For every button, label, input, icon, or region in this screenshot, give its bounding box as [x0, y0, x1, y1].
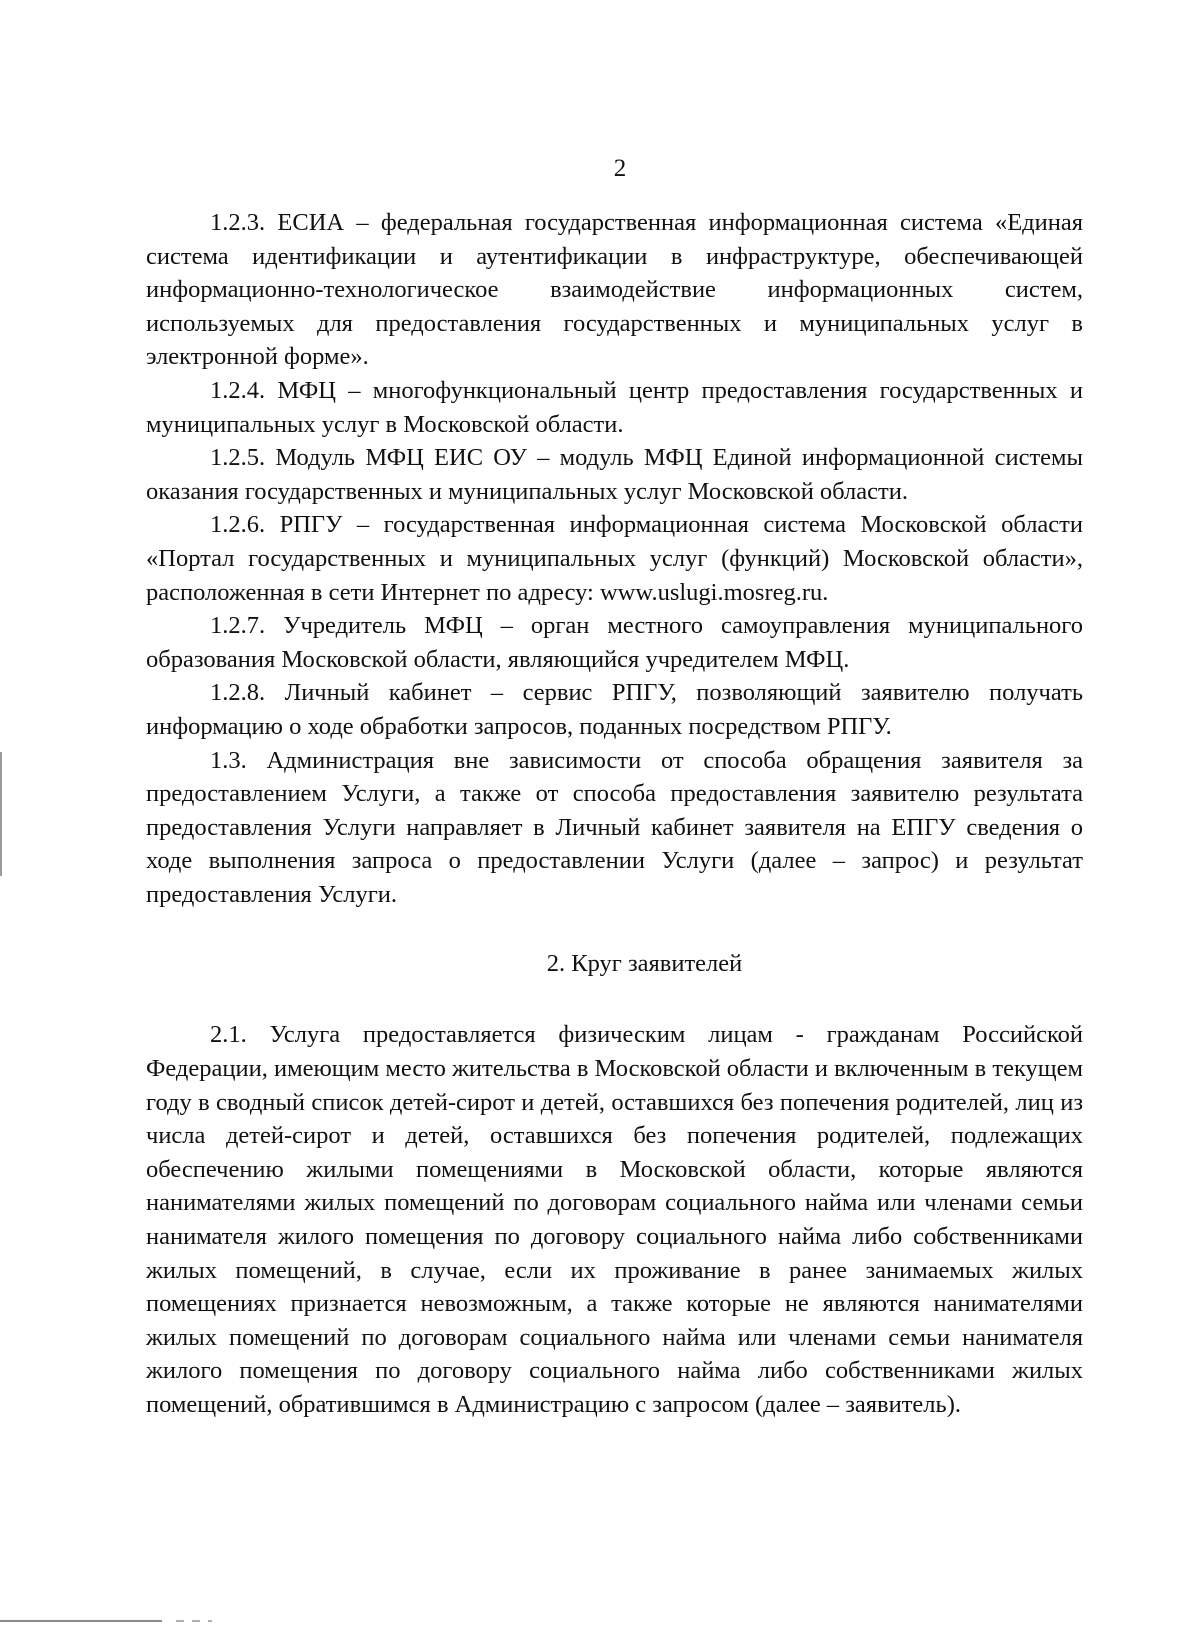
paragraph-1-2-7: 1.2.7. Учредитель МФЦ – орган местного самоуправления муниципального образования Московской области, являющийся учредителем МФЦ.: [146, 612, 1083, 673]
paragraph-1-2-5: 1.2.5. Модуль МФЦ ЕИС ОУ – модуль МФЦ Единой информационной системы оказания государственных и муниципальных услуг Московской области.: [146, 444, 1083, 505]
paragraph-1-2-8: 1.2.8. Личный кабинет – сервис РПГУ, позволяющий заявителю получать информацию о ходе обработки запросов, поданных посредством РПГУ.: [146, 679, 1083, 740]
scan-edge-mark: [0, 752, 2, 876]
page-number: 2: [613, 155, 627, 182]
paragraph-1-2-6: 1.2.6. РПГУ – государственная информационная система Московской области «Портал государственных и муниципальных услуг (функций) Московской области», расположенная в сети Интернет по адресу: www.uslugi.mosreg.ru.: [146, 511, 1083, 606]
bottom-edge-dots: [176, 1620, 212, 1622]
paragraph-1-2-4: 1.2.4. МФЦ – многофункциональный центр предоставления государственных и муниципальных услуг в Московской области.: [146, 376, 1083, 438]
paragraph-2-1: 2.1. Услуга предоставляется физическим лицам - гражданам Российской Федерации, имеющим место жительства в Московской области и включенным в текущем году в сводный список детей-сирот и детей, оставшихся без попечения родителей, лиц из числа детей-сирот и детей, оставшихся без попечения родителей, подлежащих обеспечению жилыми помещениями в Московской области, которые являются нанимателями жилых помещений по договорам социального найма или членами семьи нанимателя жилого помещения по договору социального найма либо собственниками жилых помещений, в случае, если их проживание в ранее занимаемых жилых помещениях признается невозможным, а также которые не являются нанимателями жилых помещений по договорам социального найма или членами семьи нанимателя жилого помещения по договору социального найма либо собственниками жилых помещений, обратившимся в Администрацию с запросом (далее – заявитель).: [146, 1021, 1083, 1418]
paragraph-1-3: 1.3. Администрация вне зависимости от способа обращения заявителя за предоставлением Услуги, а также от способа предоставления заявителю результата предоставления Услуги направляет в Личный кабинет заявителя на ЕПГУ сведения о ходе выполнения запроса о предоставлении Услуги (далее – запрос) и результат предоставления Услуги.: [146, 746, 1083, 908]
bottom-edge-rule: [0, 1620, 162, 1622]
section-heading: 2. Круг заявителей: [546, 950, 743, 978]
paragraph-1-2-3: 1.2.3. ЕСИА – федеральная государственная информационная система «Единая система идентификации и аутентификации в инфраструктуре, обеспечивающей информационно-технологическое взаимодействие информационных систем, используемых для предоставления государственных и муниципальных услуг в электронной форме».: [146, 209, 1083, 371]
document-body: [146, 206, 1083, 1422]
